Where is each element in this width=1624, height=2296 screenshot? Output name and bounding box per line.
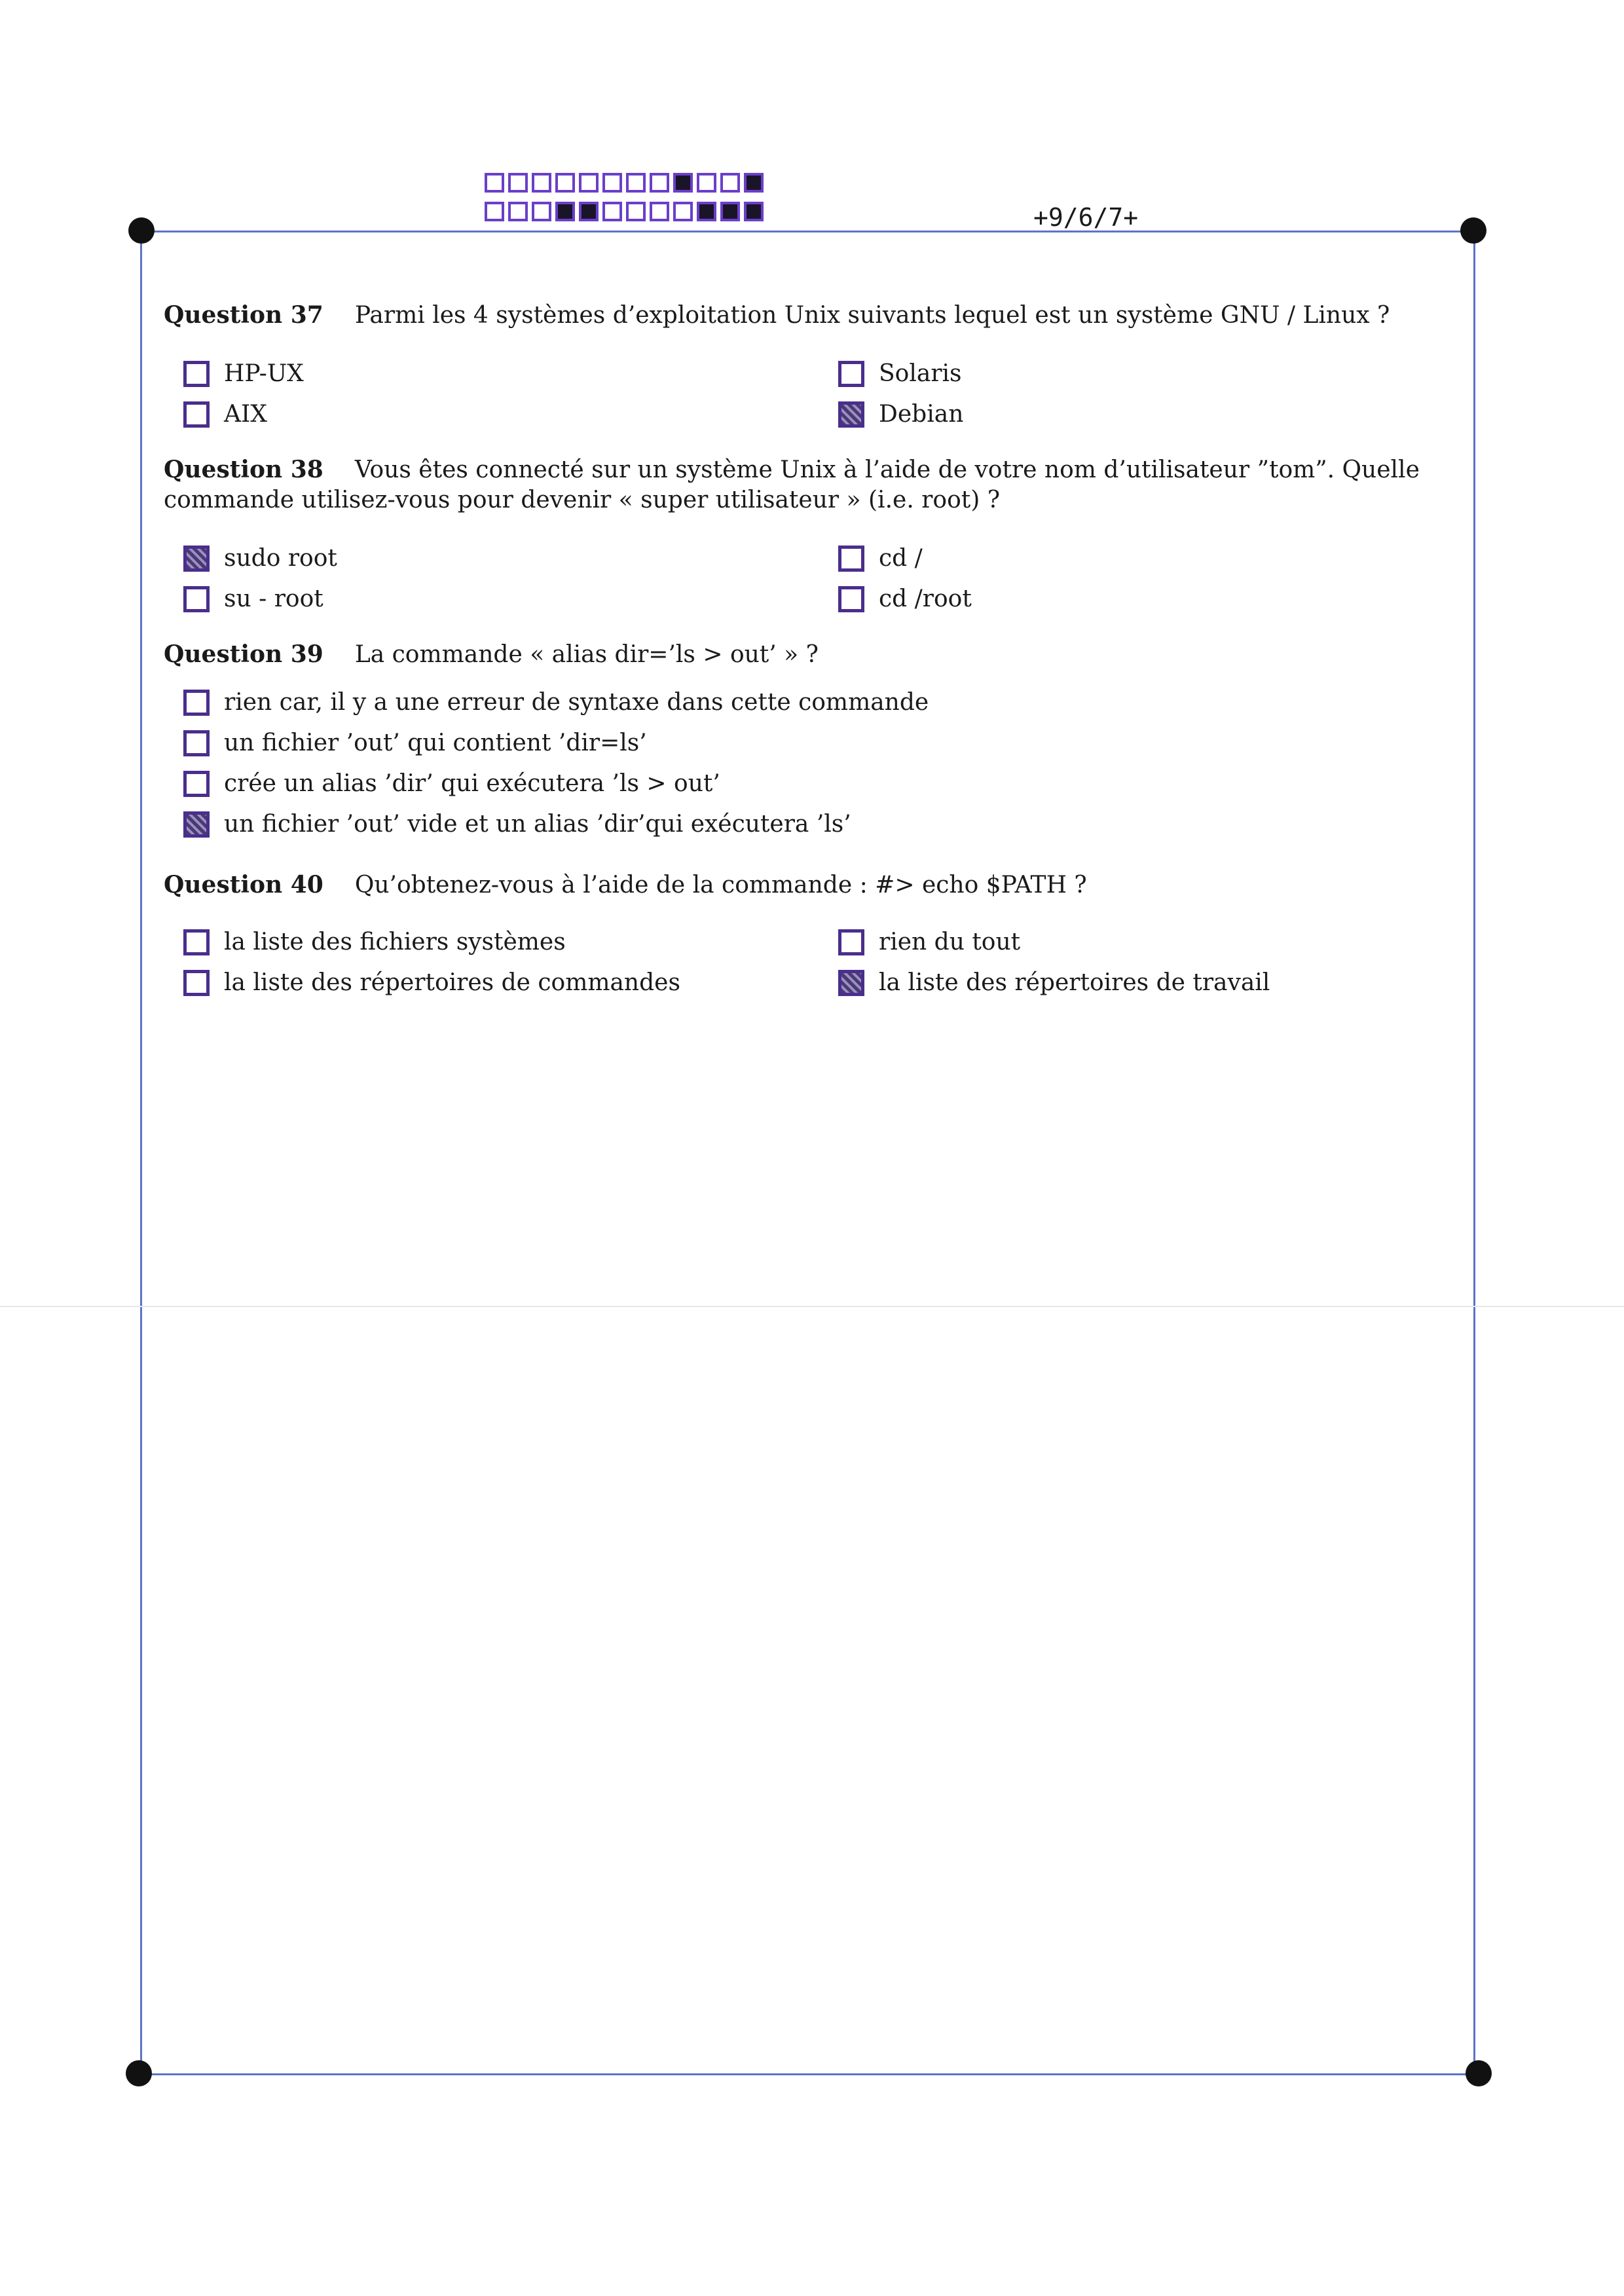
code-cell xyxy=(697,202,716,221)
frame-top xyxy=(141,231,1475,232)
answer-sudo-root[interactable] xyxy=(183,545,337,572)
answer-cd-root[interactable] xyxy=(838,585,972,612)
checkbox[interactable] xyxy=(183,690,210,716)
question-text: Qu’obtenez-vous à l’aide de la commande : #> echo $PATH ? xyxy=(354,872,1087,898)
code-cell xyxy=(744,173,764,193)
answer-nothing[interactable] xyxy=(838,929,1020,955)
checkbox[interactable] xyxy=(183,730,210,756)
corner-mark-bottom-left xyxy=(126,2060,152,2086)
code-cell xyxy=(485,173,504,193)
answer-out-file-dir[interactable] xyxy=(183,730,647,756)
checkbox[interactable] xyxy=(838,401,864,428)
question-40 xyxy=(164,870,1454,900)
frame-bottom xyxy=(139,2073,1479,2075)
code-cell xyxy=(650,173,669,193)
answer-system-files[interactable] xyxy=(183,929,566,955)
page-id: +9/6/7+ xyxy=(1033,203,1139,232)
code-cell xyxy=(673,202,693,221)
code-cell xyxy=(697,173,716,193)
code-cell xyxy=(485,202,504,221)
answer-debian[interactable] xyxy=(838,401,963,428)
code-cell xyxy=(626,173,646,193)
checkbox[interactable] xyxy=(183,970,210,996)
answer-su-root[interactable] xyxy=(183,585,323,612)
question-38 xyxy=(164,454,1454,515)
code-cell xyxy=(720,202,740,221)
answer-command-dirs[interactable] xyxy=(183,969,680,996)
answer-aix[interactable] xyxy=(183,401,267,428)
checkbox[interactable] xyxy=(838,929,864,955)
answer-label: rien car, il y a une erreur de syntaxe dans cette commande xyxy=(224,689,929,716)
frame-left xyxy=(140,231,142,2075)
answer-label: su - root xyxy=(224,585,323,612)
code-cell xyxy=(532,202,551,221)
answer-label: HP-UX xyxy=(224,360,304,387)
code-cell xyxy=(602,202,622,221)
question-label: Question 40 xyxy=(164,871,323,898)
question-37 xyxy=(164,300,1454,331)
answer-label: Solaris xyxy=(879,360,962,387)
answer-label: un fichier ’out’ vide et un alias ’dir’qui exécutera ’ls’ xyxy=(224,811,851,838)
checkbox[interactable] xyxy=(183,401,210,428)
answer-cd-slash[interactable] xyxy=(838,545,923,572)
checkbox[interactable] xyxy=(183,361,210,387)
answer-syntax-error[interactable] xyxy=(183,689,929,716)
checkbox[interactable] xyxy=(183,546,210,572)
answer-label: sudo root xyxy=(224,545,337,572)
corner-mark-top-right xyxy=(1460,217,1486,244)
corner-mark-top-left xyxy=(128,217,155,244)
code-strip-bottom xyxy=(485,202,767,221)
code-cell xyxy=(673,173,693,193)
code-cell xyxy=(602,173,622,193)
corner-mark-bottom-right xyxy=(1466,2060,1492,2086)
code-cell xyxy=(555,202,575,221)
code-cell xyxy=(555,173,575,193)
answer-hp-ux[interactable] xyxy=(183,360,304,387)
checkbox[interactable] xyxy=(183,811,210,838)
code-cell xyxy=(508,202,528,221)
answer-label: la liste des fichiers systèmes xyxy=(224,929,566,955)
question-text: Vous êtes connecté sur un système Unix à l’aide de votre nom d’utilisateur ”tom”. Quelle commande utilisez-vous pour devenir « super utilisateur » (i.e. root) ? xyxy=(164,456,1420,513)
checkbox[interactable] xyxy=(838,546,864,572)
code-strip-top xyxy=(485,173,767,193)
code-cell xyxy=(579,202,599,221)
question-label: Question 37 xyxy=(164,301,323,329)
code-cell xyxy=(579,173,599,193)
checkbox[interactable] xyxy=(183,929,210,955)
question-label: Question 39 xyxy=(164,640,323,668)
code-cell xyxy=(508,173,528,193)
checkbox[interactable] xyxy=(183,771,210,797)
answer-label: rien du tout xyxy=(879,929,1021,955)
answer-label: crée un alias ’dir’ qui exécutera ’ls > out’ xyxy=(224,770,720,797)
code-cell xyxy=(532,173,551,193)
checkbox[interactable] xyxy=(838,970,864,996)
answer-work-dirs[interactable] xyxy=(838,969,1270,996)
code-cell xyxy=(650,202,669,221)
answer-empty-out-and-alias[interactable] xyxy=(183,811,851,838)
code-cell xyxy=(744,202,764,221)
answer-label: la liste des répertoires de travail xyxy=(879,969,1270,996)
question-text: La commande « alias dir=’ls > out’ » ? xyxy=(354,641,819,668)
question-label: Question 38 xyxy=(164,456,323,483)
answer-label: cd / xyxy=(879,545,923,572)
checkbox[interactable] xyxy=(838,361,864,387)
answer-label: la liste des répertoires de commandes xyxy=(224,969,680,996)
code-cell xyxy=(720,173,740,193)
question-39 xyxy=(164,639,1454,670)
checkbox[interactable] xyxy=(183,586,210,612)
answer-solaris[interactable] xyxy=(838,360,962,387)
question-text: Parmi les 4 systèmes d’exploitation Unix suivants lequel est un système GNU / Linux ? xyxy=(354,302,1390,329)
answer-label: Debian xyxy=(879,401,964,428)
frame-right xyxy=(1473,231,1475,2075)
answer-label: cd /root xyxy=(879,585,972,612)
answer-label: un fichier ’out’ qui contient ’dir=ls’ xyxy=(224,730,647,756)
checkbox[interactable] xyxy=(838,586,864,612)
scan-fold-line xyxy=(0,1306,1624,1307)
answer-label: AIX xyxy=(224,401,267,428)
answer-creates-alias[interactable] xyxy=(183,770,720,797)
code-cell xyxy=(626,202,646,221)
